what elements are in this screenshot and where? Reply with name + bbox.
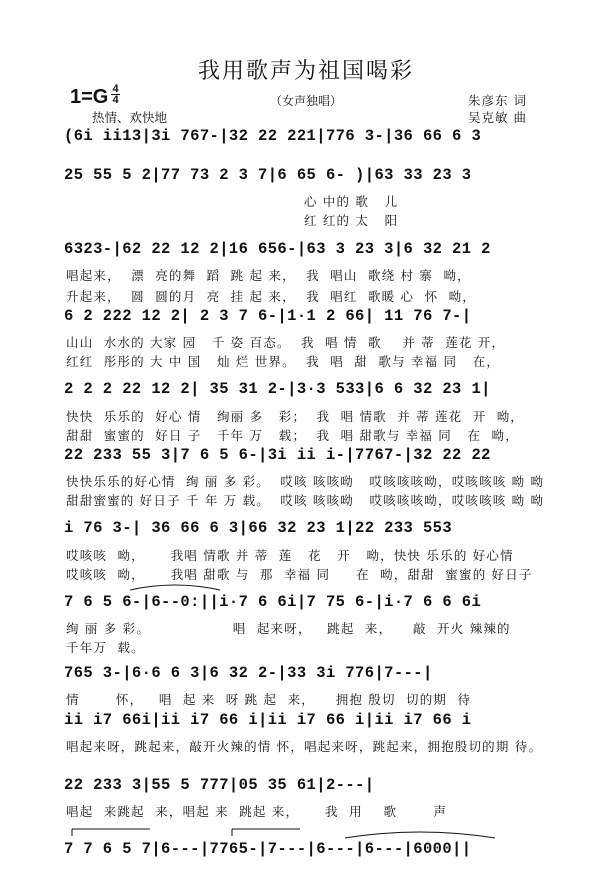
lyric-line-2b: 红 红的 太 阳 bbox=[66, 213, 399, 228]
lyric-line-4b: 红红 彤彤的 大 中 国 灿 烂 世界。 我 唱 甜 歌与 幸福 同 在， bbox=[66, 354, 501, 369]
lyric-line-5b: 甜甜 蜜蜜的 好日 子 千年 万 载； 我 唱 甜歌与 幸福 同 在 呦， bbox=[66, 428, 519, 443]
lyric-line-11a: 唱起 来跳起 来，唱起 来 跳起 来， 我 用 歌 声 bbox=[66, 804, 448, 819]
lyric-line-8a: 绚 丽 多 彩。 唱 起来呀， 跳起 来， 敲 开火 辣辣的 bbox=[66, 621, 511, 636]
lyric-line-6a: 快快乐乐的好心情 绚 丽 多 彩。 哎咳 咳咳呦 哎咳咳咳呦，哎咳咳咳 呦 呦 bbox=[66, 474, 545, 489]
score-line-9: 765 3-|6·6 6 3|6 32 2-|33 3i 776|7---| bbox=[64, 664, 433, 682]
key-signature: 1=G bbox=[70, 86, 109, 108]
lyric-line-7a: 哎咳咳 呦， 我唱 情歌 并 蒂 莲 花 开 呦，快快 乐乐的 好心情 bbox=[66, 548, 514, 563]
lyricist-credit: 朱彦东 词 bbox=[468, 93, 527, 108]
tempo-marking: 热情、欢快地 bbox=[92, 110, 168, 125]
score-line-7: i 76 3-| 36 66 6 3|66 32 23 1|22 233 553 bbox=[64, 519, 453, 537]
time-sig-top: 4 bbox=[112, 83, 119, 95]
score-line-6: 22 233 55 3|7 6 5 6-|3i ii i-|7767-|32 22 22 bbox=[64, 446, 491, 464]
lyric-line-5a: 快快 乐乐的 好心 情 绚丽 多 彩； 我 唱 情歌 并 蒂 莲花 开 呦， bbox=[66, 409, 525, 424]
lyric-line-6b: 甜甜蜜蜜的 好日子 千 年 万 载。 哎咳 咳咳呦 哎咳咳咳呦，哎咳咳咳 呦 呦 bbox=[66, 493, 545, 508]
lyric-line-3a: 唱起来， 漂 亮的舞 蹈 跳 起 来， 我 唱山 歌绕 村 寨 呦， bbox=[66, 268, 471, 283]
score-line-10: ii i7 66i|ii i7 66 i|ii i7 66 i|ii i7 66 i bbox=[64, 711, 472, 729]
composer-credit: 吴克敏 曲 bbox=[468, 110, 527, 125]
lyric-line-7b: 哎咳咳 呦， 我唱 甜歌 与 那 幸福 同 在 呦，甜甜 蜜蜜的 好日子 bbox=[66, 567, 533, 582]
score-line-12: 7 7 6 5 7|6---|7765-|7---|6---|6---|6000|| bbox=[64, 840, 472, 858]
lyric-line-8b: 千年万 载。 bbox=[66, 640, 145, 655]
lyric-line-10a: 唱起来呀，跳起来，敲开火辣的情 怀，唱起来呀，跳起来，拥抱殷切的期 待。 bbox=[66, 739, 543, 754]
lyric-line-9a: 情 怀， 唱 起 来 呀 跳 起 来， 拥抱 殷切 切的期 待 bbox=[66, 692, 472, 707]
page-title: 我用歌声为祖国喝彩 bbox=[197, 59, 414, 84]
subtitle: （女声独唱） bbox=[269, 94, 342, 108]
score-line-8: 7 6 5 6-|6--0:||i·7 6 6i|7 75 6-|i·7 6 6 6i bbox=[64, 593, 482, 611]
score-line-3: 6323-|62 22 12 2|16 656-|63 3 23 3|6 32 21 2 bbox=[64, 240, 491, 258]
time-sig-bottom: 4 bbox=[112, 94, 119, 106]
score-line-2: 25 55 5 2|77 73 2 3 7|6 65 6- )|63 33 23 3 bbox=[64, 166, 472, 184]
score-line-11: 22 233 3|55 5 777|05 35 61|2---| bbox=[64, 776, 375, 794]
score-line-1: (6i ii13|3i 767-|32 22 221|776 3-|36 66 6 3 bbox=[64, 127, 482, 145]
score-line-5: 2 2 2 22 12 2| 35 31 2-|3·3 533|6 6 32 23 1| bbox=[64, 380, 491, 398]
lyric-line-3b: 升起来， 圆 圆的月 亮 挂 起 来， 我 唱红 歌暖 心 怀 呦， bbox=[66, 289, 477, 304]
lyric-line-2a: 心 中的 歌 儿 bbox=[66, 194, 399, 209]
lyric-line-4a: 山山 水水的 大家 园 千 姿 百态。 我 唱 情 歌 并 蒂 莲花 开， bbox=[66, 335, 506, 350]
score-line-4: 6 2 222 12 2| 2 3 7 6-|1·1 2 66| 11 76 7-| bbox=[64, 307, 472, 325]
